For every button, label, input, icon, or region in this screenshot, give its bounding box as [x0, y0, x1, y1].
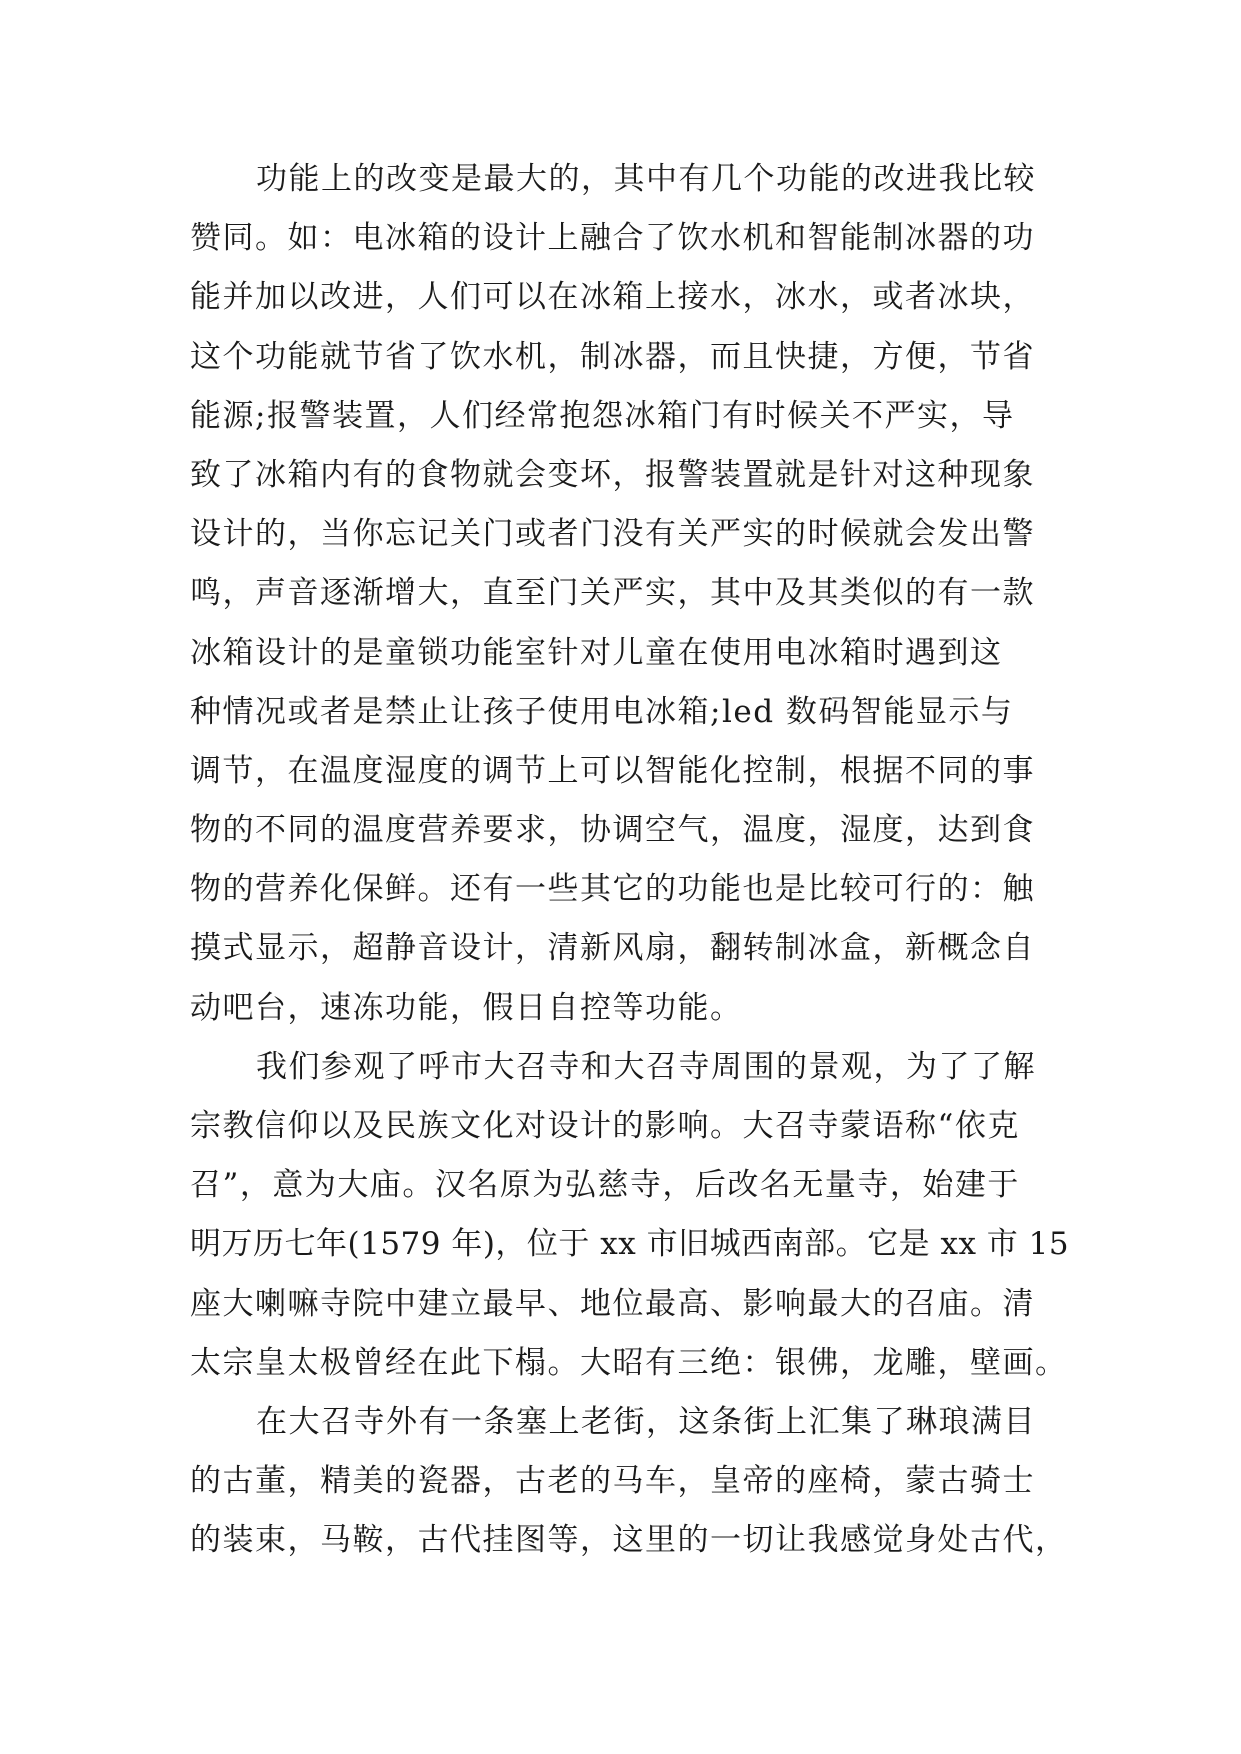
text-line: 物的营养化保鲜。还有一些其它的功能也是比较可行的：触: [190, 871, 1035, 908]
text-line: 太宗皇太极曾经在此下榻。大昭有三绝：银佛，龙雕，壁画。: [190, 1344, 1068, 1381]
text-line: 摸式显示，超静音设计，清新风扇，翻转制冰盒，新概念自: [190, 930, 1035, 967]
text-line: 召”，意为大庙。汉名原为弘慈寺，后改名无量寺，始建于: [190, 1167, 1020, 1204]
text-line: 动吧台，速冻功能，假日自控等功能。: [190, 989, 743, 1026]
text-line: 我们参观了呼市大召寺和大召寺周围的景观，为了了解: [256, 1048, 1036, 1085]
paragraph-old-street: [190, 1393, 1070, 1571]
text-line: 功能上的改变是最大的，其中有几个功能的改进我比较: [256, 161, 1036, 197]
text-line: 能源;报警装置，人们经常抱怨冰箱门有时候关不严实，导: [190, 397, 1015, 434]
text-line: 调节，在温度湿度的调节上可以智能化控制，根据不同的事: [190, 752, 1035, 789]
text-line: 这个功能就节省了饮水机，制冰器，而且快捷，方便，节省: [190, 338, 1035, 375]
text-line: 致了冰箱内有的食物就会变坏，报警装置就是针对这种现象: [190, 456, 1035, 493]
document-body: [190, 150, 1070, 1571]
text-line: 的古董，精美的瓷器，古老的马车，皇帝的座椅，蒙古骑士: [190, 1463, 1035, 1500]
text-line: 设计的，当你忘记关门或者门没有关严实的时候就会发出警: [190, 516, 1035, 553]
text-line: 在大召寺外有一条塞上老街，这条街上汇集了琳琅满目: [256, 1403, 1036, 1440]
text-line: 宗教信仰以及民族文化对设计的影响。大召寺蒙语称“依克: [190, 1108, 1020, 1144]
text-line: 鸣，声音逐渐增大，直至门关严实，其中及其类似的有一款: [190, 575, 1035, 612]
text-line: 赞同。如：电冰箱的设计上融合了饮水机和智能制冰器的功: [190, 220, 1035, 257]
text-line: 物的不同的温度营养要求，协调空气，温度，湿度，达到食: [190, 812, 1035, 849]
text-line: 种情况或者是禁止让孩子使用电冰箱;led 数码智能显示与: [190, 693, 1014, 730]
text-line: 冰箱设计的是童锁功能室针对儿童在使用电冰箱时遇到这: [190, 634, 1003, 671]
paragraph-dazhao-temple: [190, 1038, 1070, 1393]
paragraph-fridge-functions: [190, 150, 1070, 1038]
text-line: 的装束，马鞍，古代挂图等，这里的一切让我感觉身处古代，: [190, 1522, 1068, 1559]
text-line: 能并加以改进，人们可以在冰箱上接水，冰水，或者冰块，: [190, 279, 1035, 316]
text-line: 座大喇嘛寺院中建立最早、地位最高、影响最大的召庙。清: [190, 1285, 1035, 1322]
text-line: 明万历七年(1579 年)，位于 xx 市旧城西南部。它是 xx 市 15: [190, 1226, 1070, 1263]
